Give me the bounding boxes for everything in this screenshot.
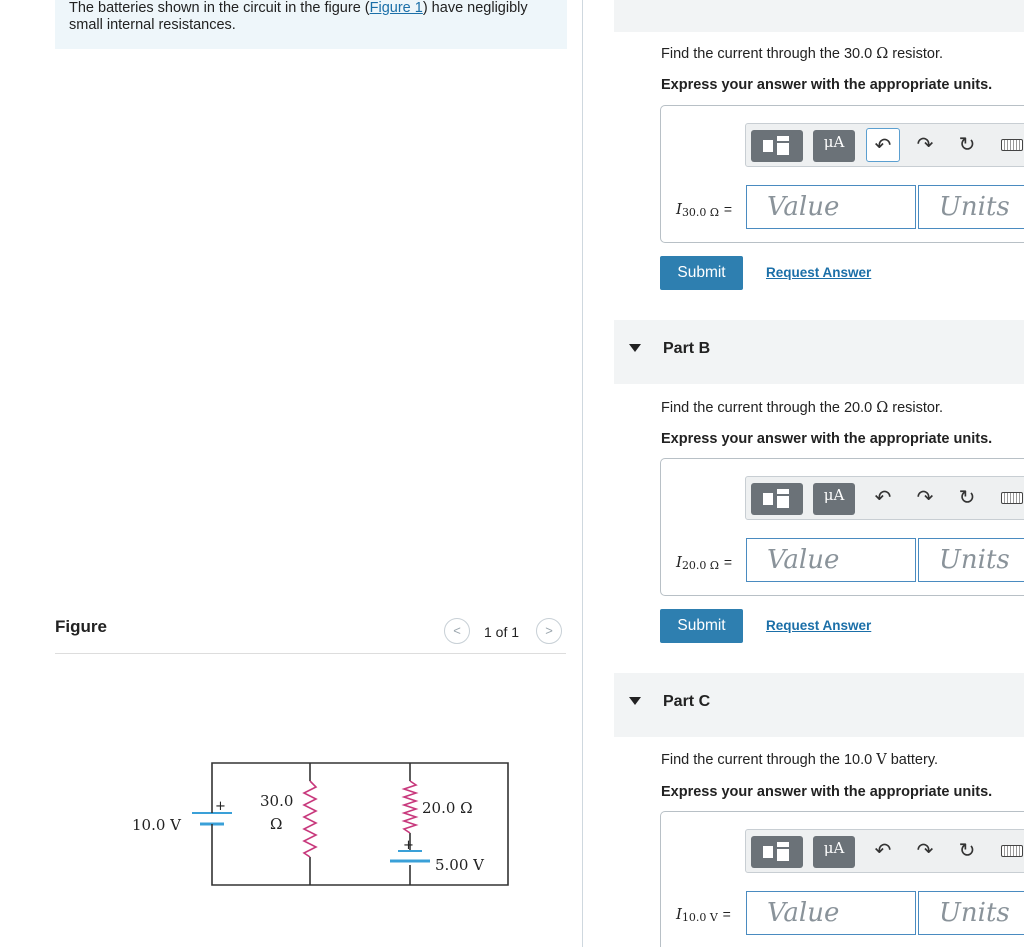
intro-text-before: The batteries shown in the circuit in the figure (: [69, 0, 370, 16]
redo-button[interactable]: [908, 834, 942, 868]
redo-icon: ↷: [916, 840, 934, 862]
redo-button[interactable]: [908, 481, 942, 515]
templates-icon: [751, 130, 803, 162]
part-c-units-input[interactable]: Units: [918, 891, 1024, 935]
part-c-toolbar: [745, 829, 1024, 873]
part-b-submit-button[interactable]: Submit: [660, 609, 743, 643]
templates-button[interactable]: [751, 836, 803, 868]
collapse-triangle-icon: [629, 344, 641, 352]
undo-icon: ↶: [874, 135, 892, 157]
reset-button[interactable]: [950, 481, 984, 515]
keyboard-icon[interactable]: [1001, 492, 1023, 504]
label-20-ohm: 20.0 Ω: [422, 799, 473, 817]
undo-icon: ↶: [874, 840, 892, 862]
resistor-30: [304, 781, 316, 857]
reset-icon: ↻: [958, 134, 976, 156]
part-b-header[interactable]: [614, 320, 1024, 384]
part-b-label: Part B: [663, 340, 711, 357]
part-b-question: Find the current through the 20.0 Ω resistor.: [661, 400, 944, 416]
part-c-label: Part C: [663, 693, 711, 710]
part-a-submit-button[interactable]: Submit: [660, 256, 743, 290]
part-a-toolbar: [745, 123, 1024, 167]
next-figure-button[interactable]: [536, 618, 562, 644]
part-a-header[interactable]: [614, 0, 1024, 32]
collapse-triangle-icon: [629, 697, 641, 705]
intro-text-after: ) have negligibly small internal resistances.: [69, 0, 528, 33]
undo-button[interactable]: [866, 834, 900, 868]
templates-icon: [751, 836, 803, 868]
reset-button[interactable]: [950, 128, 984, 162]
part-b-request-answer-link[interactable]: Request Answer: [766, 618, 872, 633]
reset-icon: ↻: [958, 840, 976, 862]
label-10v: 10.0 V: [132, 816, 181, 834]
templates-button[interactable]: [751, 130, 803, 162]
templates-icon: [751, 483, 803, 515]
figure-title: Figure: [55, 617, 107, 636]
part-b-instruction: Express your answer with the appropriate units.: [661, 431, 993, 447]
redo-button[interactable]: [908, 128, 942, 162]
label-30-unit: Ω: [270, 815, 283, 833]
part-c-header[interactable]: [614, 673, 1024, 737]
redo-icon: ↷: [916, 487, 934, 509]
chevron-right-icon: >: [545, 623, 553, 638]
pane-divider: [582, 0, 583, 947]
part-a-request-answer-link[interactable]: Request Answer: [766, 265, 872, 280]
units-button[interactable]: μA: [813, 483, 855, 515]
part-a-units-input[interactable]: Units: [918, 185, 1024, 229]
circuit-diagram: [120, 755, 510, 895]
undo-button[interactable]: [866, 481, 900, 515]
problem-intro: [55, 0, 567, 49]
undo-icon: ↶: [874, 487, 892, 509]
battery-right-plus: +: [403, 838, 414, 853]
undo-button[interactable]: [866, 128, 900, 162]
reset-icon: ↻: [958, 487, 976, 509]
prev-figure-button[interactable]: [444, 618, 470, 644]
resistor-20: [404, 781, 416, 833]
part-c-instruction: Express your answer with the appropriate units.: [661, 784, 993, 800]
battery-left-plus: +: [215, 799, 226, 814]
label-5v: 5.00 V: [435, 856, 484, 874]
part-c-value-input[interactable]: Value: [746, 891, 916, 935]
figure-link[interactable]: Figure 1: [369, 0, 423, 16]
part-b-units-input[interactable]: Units: [918, 538, 1024, 582]
battery-left: [192, 808, 232, 829]
part-a-instruction: Express your answer with the appropriate units.: [661, 77, 993, 93]
part-c-variable: $I_{10.0 V}$ =: [676, 905, 731, 924]
part-c-question: Find the current through the 10.0 V battery.: [661, 752, 939, 768]
part-b-variable: $I_{20.0 \Omega}$ =: [676, 553, 733, 572]
keyboard-icon[interactable]: [1001, 845, 1023, 857]
figure-divider: [55, 653, 566, 654]
part-a-question: Find the current through the 30.0 Ω resistor.: [661, 46, 944, 62]
units-button[interactable]: μA: [813, 130, 855, 162]
label-30-value: 30.0: [260, 792, 294, 810]
chevron-left-icon: <: [453, 623, 461, 638]
part-a-value-input[interactable]: Value: [746, 185, 916, 229]
part-b-value-input[interactable]: Value: [746, 538, 916, 582]
part-a-variable: $I_{30.0 \Omega}$ =: [676, 200, 733, 219]
units-button[interactable]: μA: [813, 836, 855, 868]
part-b-toolbar: [745, 476, 1024, 520]
reset-button[interactable]: [950, 834, 984, 868]
templates-button[interactable]: [751, 483, 803, 515]
figure-pager: 1 of 1: [484, 624, 520, 640]
keyboard-icon[interactable]: [1001, 139, 1023, 151]
redo-icon: ↷: [916, 134, 934, 156]
